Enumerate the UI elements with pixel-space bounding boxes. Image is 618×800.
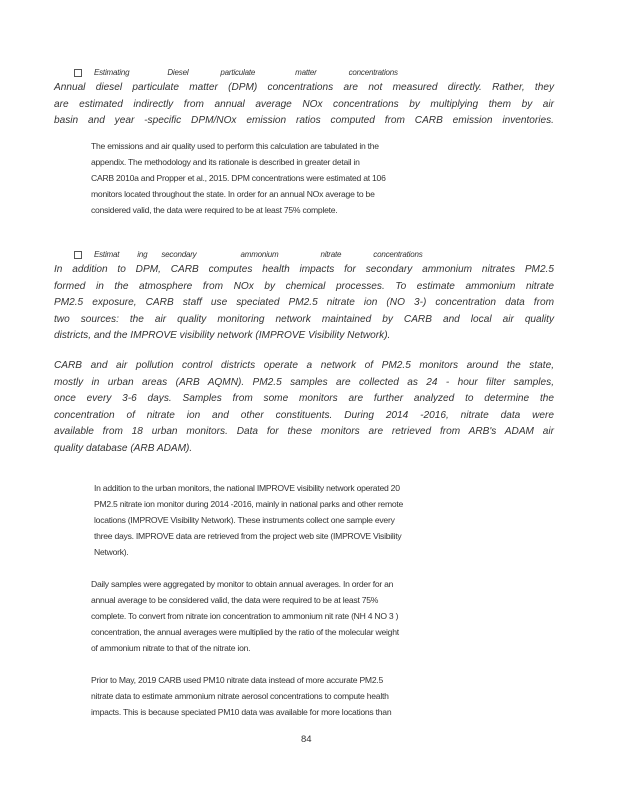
text-line: Network).: [94, 547, 129, 557]
bullet-box-icon: [74, 69, 82, 77]
bullet-box-icon: [74, 251, 82, 259]
heading-word: concentrations: [348, 68, 398, 77]
text-line: considered valid, the data were required to be at least 75% complete.: [91, 205, 338, 215]
text-line: of ammonium nitrate to that of the nitrate ion.: [91, 643, 251, 653]
text-line: mostly in urban areas (ARB AQMN). PM2.5 samples are collected as 24 - hour filter samples,: [54, 376, 554, 388]
text-line: Daily samples were aggregated by monitor to obtain annual averages. In order for an: [91, 579, 394, 589]
section-heading-nitrate: [74, 250, 423, 259]
text-line: CARB 2010a and Propper et al., 2015. DPM concentrations were estimated at 106: [91, 173, 386, 183]
heading-word: matter: [295, 68, 317, 77]
dpm-method-paragraph: [91, 138, 386, 218]
text-line: impacts. This is because speciated PM10 data was available for more locations than: [91, 707, 392, 717]
heading-word: particulate: [220, 68, 256, 77]
heading-word: ammonium: [240, 250, 279, 259]
text-line: In addition to DPM, CARB computes health impacts for secondary ammonium nitrates PM2.5: [54, 264, 554, 275]
text-line: complete. To convert from nitrate ion concentration to ammonium nit rate (NH 4 NO 3 ): [91, 611, 399, 621]
text-line: appendix. The methodology and its rationale is described in greater detail in: [91, 157, 360, 167]
text-line: locations (IMPROVE Visibility Network). These instruments collect one sample every: [94, 515, 395, 525]
text-line: available from 18 urban monitors. Data for these monitors are retrieved from ARB's ADAM air: [54, 426, 554, 437]
text-line: quality database (ARB ADAM).: [54, 442, 193, 454]
pm10-history-paragraph: [91, 672, 391, 720]
section-heading-dpm: [74, 68, 398, 77]
heading-word: secondary: [161, 250, 197, 259]
aggregation-paragraph: [91, 576, 399, 656]
text-line: three days. IMPROVE data are retrieved from the project web site (IMPROVE Visibility: [94, 531, 402, 541]
text-line: are estimated indirectly from annual average NOx concentrations by multiplying them by air: [54, 98, 554, 110]
heading-word: nitrate: [320, 250, 342, 259]
improve-network-paragraph: [94, 480, 403, 560]
heading-word: Estimat: [94, 250, 120, 259]
carb-network-paragraph: [54, 358, 554, 457]
text-line: basin and year -specific DPM/NOx emission ratios computed from CARB emission inventories.: [54, 115, 554, 126]
text-line: districts, and the IMPROVE visibility network (IMPROVE Visibility Network).: [54, 330, 391, 341]
text-line: nitrate data to estimate ammonium nitrate aerosol concentrations to compute health: [91, 691, 389, 701]
text-line: once every 3-6 days. Samples from some monitors are further analyzed to determine the: [54, 393, 554, 404]
text-line: concentration, the annual averages were multiplied by the ratio of the molecular weight: [91, 627, 399, 637]
text-line: monitors located throughout the state. In order for an annual NOx average to be: [91, 189, 375, 199]
text-line: annual average to be considered valid, the data were required to be at least 75%: [91, 595, 379, 605]
heading-word: Estimating: [94, 68, 130, 77]
page-number: 84: [301, 734, 312, 745]
text-line: PM2.5 exposure, CARB staff use speciated PM2.5 nitrate ion (NO 3-) concentration data from: [54, 297, 554, 308]
text-line: Annual diesel particulate matter (DPM) concentrations are not measured directly. Rather, they: [54, 82, 554, 93]
text-line: PM2.5 nitrate ion monitor during 2014 -2016, mainly in national parks and other remote: [94, 499, 404, 509]
text-line: two sources: the air quality monitoring network maintained by CARB and local air quality: [54, 313, 554, 325]
text-line: In addition to the urban monitors, the national IMPROVE visibility network operated 20: [94, 483, 400, 493]
text-line: The emissions and air quality used to perform this calculation are tabulated in the: [91, 141, 379, 151]
nitrate-intro-paragraph: [54, 262, 554, 345]
text-line: Prior to May, 2019 CARB used PM10 nitrate data instead of more accurate PM2.5: [91, 675, 384, 685]
heading-word: concentrations: [373, 250, 423, 259]
heading-word: Diesel: [167, 68, 189, 77]
text-line: formed in the atmosphere from NOx by chemical processes. To estimate ammonium nitrate: [54, 280, 554, 292]
text-line: concentration of nitrate ion and other constituents. During 2014 -2016, nitrate data were: [54, 409, 554, 421]
dpm-intro-paragraph: [54, 80, 554, 130]
text-line: CARB and air pollution control districts operate a network of PM2.5 monitors around the state,: [54, 360, 554, 371]
heading-word: ing: [137, 250, 148, 259]
